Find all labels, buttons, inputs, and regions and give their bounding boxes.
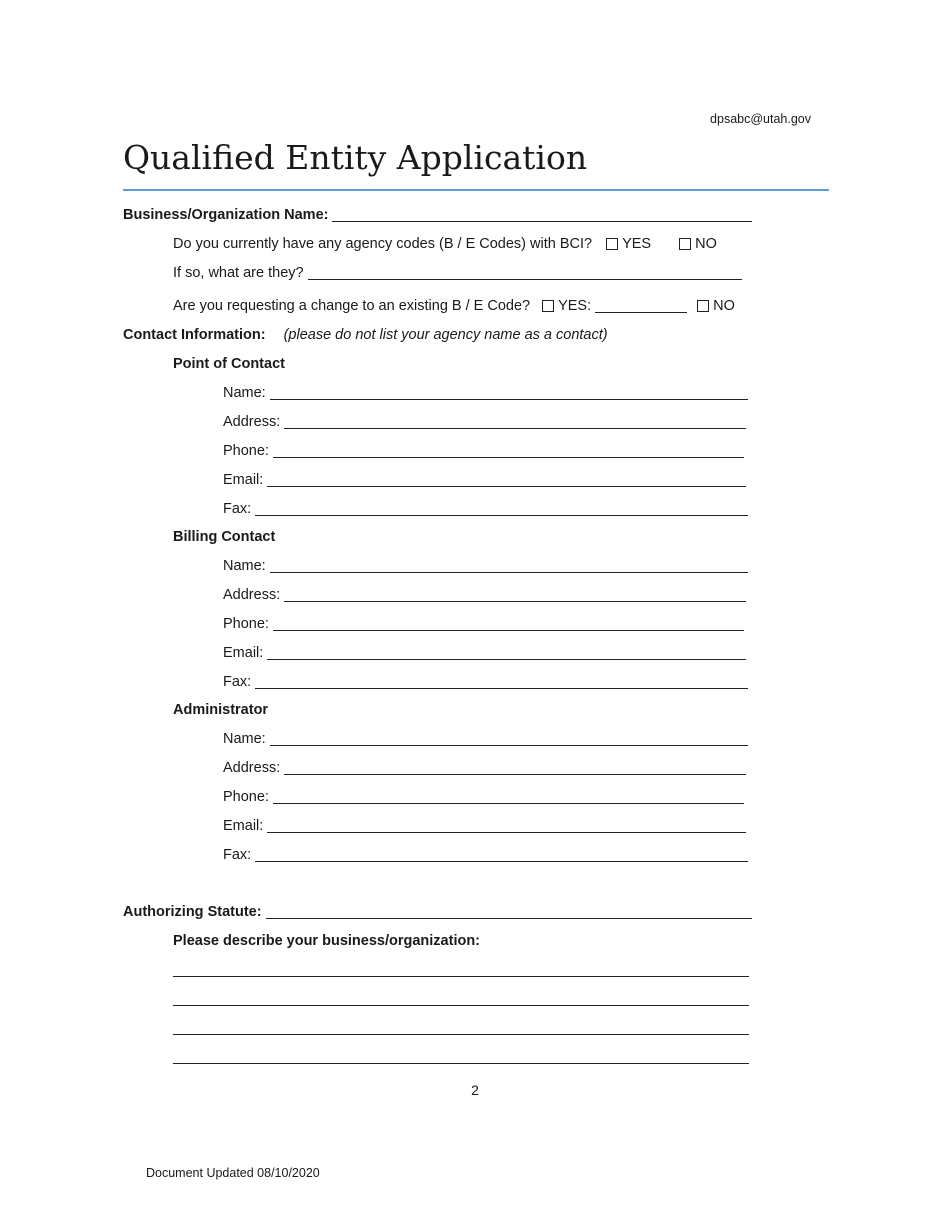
- poc-name-row: [223, 384, 748, 402]
- code-change-question: Are you requesting a change to an existing B / E Code?: [173, 298, 531, 314]
- billing-fax-field[interactable]: [255, 674, 748, 689]
- billing-email-row: [223, 644, 746, 662]
- poc-name-field[interactable]: [270, 385, 748, 400]
- poc-fax-field[interactable]: [255, 501, 748, 516]
- document-updated: Document Updated 08/10/2020: [146, 1166, 320, 1180]
- admin-name-row: [223, 730, 748, 748]
- agency-codes-list-label: If so, what are they?: [173, 265, 304, 281]
- admin-address-label: Address:: [223, 760, 281, 776]
- title-divider: [123, 189, 829, 191]
- admin-fax-row: [223, 846, 748, 864]
- code-change-yes-option[interactable]: [542, 297, 591, 315]
- admin-name-label: Name:: [223, 731, 266, 747]
- agency-codes-no-label: NO: [695, 236, 717, 252]
- billing-address-label: Address:: [223, 587, 281, 603]
- admin-address-row: [223, 759, 746, 777]
- agency-codes-row: [173, 235, 717, 253]
- billing-phone-label: Phone:: [223, 616, 269, 632]
- admin-phone-label: Phone:: [223, 789, 269, 805]
- code-change-yes-field[interactable]: [595, 298, 687, 313]
- billing-address-row: [223, 586, 746, 604]
- business-name-field[interactable]: [332, 207, 752, 222]
- admin-email-label: Email:: [223, 818, 264, 834]
- billing-phone-row: [223, 615, 744, 633]
- poc-address-label: Address:: [223, 414, 281, 430]
- agency-codes-yes-label: YES: [622, 236, 652, 252]
- billing-name-label: Name:: [223, 558, 266, 574]
- admin-phone-row: [223, 788, 744, 806]
- admin-email-field[interactable]: [267, 818, 746, 833]
- contact-info-row: [123, 326, 608, 344]
- poc-phone-field[interactable]: [273, 443, 744, 458]
- agency-codes-no-checkbox[interactable]: [679, 238, 691, 250]
- agency-codes-list-row: [173, 264, 742, 282]
- agency-codes-no-option[interactable]: [679, 235, 717, 253]
- agency-codes-question: Do you currently have any agency codes (B / E Codes) with BCI?: [173, 236, 593, 252]
- header-email[interactable]: dpsabc@utah.gov: [710, 112, 811, 126]
- billing-fax-row: [223, 673, 748, 691]
- agency-codes-yes-checkbox[interactable]: [606, 238, 618, 250]
- admin-address-field[interactable]: [284, 760, 746, 775]
- describe-line[interactable]: [173, 1063, 749, 1064]
- billing-fax-label: Fax:: [223, 674, 252, 690]
- describe-line[interactable]: [173, 976, 749, 977]
- code-change-row: [173, 297, 735, 315]
- admin-phone-field[interactable]: [273, 789, 744, 804]
- poc-phone-row: [223, 442, 744, 460]
- poc-email-row: [223, 471, 746, 489]
- statute-field[interactable]: [266, 904, 752, 919]
- page-title: Qualified Entity Application: [123, 138, 588, 177]
- code-change-no-checkbox[interactable]: [697, 300, 709, 312]
- billing-name-field[interactable]: [270, 558, 748, 573]
- code-change-yes-checkbox[interactable]: [542, 300, 554, 312]
- poc-phone-label: Phone:: [223, 443, 269, 459]
- describe-line[interactable]: [173, 1005, 749, 1006]
- statute-label: Authorizing Statute:: [123, 904, 262, 920]
- admin-fax-field[interactable]: [255, 847, 748, 862]
- billing-email-label: Email:: [223, 645, 264, 661]
- admin-fax-label: Fax:: [223, 847, 252, 863]
- billing-email-field[interactable]: [267, 645, 746, 660]
- code-change-yes-label: YES:: [558, 298, 592, 314]
- code-change-no-option[interactable]: [697, 297, 735, 315]
- billing-name-row: [223, 557, 748, 575]
- poc-address-row: [223, 413, 746, 431]
- admin-email-row: [223, 817, 746, 835]
- billing-phone-field[interactable]: [273, 616, 744, 631]
- statute-row: [123, 903, 752, 921]
- code-change-no-label: NO: [713, 298, 735, 314]
- poc-name-label: Name:: [223, 385, 266, 401]
- contact-info-note: (please do not list your agency name as a contact): [283, 327, 608, 343]
- agency-codes-list-field[interactable]: [308, 265, 742, 280]
- contact-info-label: Contact Information:: [123, 327, 266, 343]
- business-name-row: [123, 206, 752, 224]
- section-heading-billing-contact: Billing Contact: [173, 529, 276, 545]
- describe-line[interactable]: [173, 1034, 749, 1035]
- poc-email-label: Email:: [223, 472, 264, 488]
- page-number: 2: [471, 1082, 479, 1098]
- section-heading-administrator: Administrator: [173, 702, 269, 718]
- business-name-label: Business/Organization Name:: [123, 207, 329, 223]
- poc-fax-row: [223, 500, 748, 518]
- poc-fax-label: Fax:: [223, 501, 252, 517]
- describe-label: Please describe your business/organization:: [173, 933, 481, 949]
- section-heading-point-of-contact: Point of Contact: [173, 356, 285, 372]
- poc-address-field[interactable]: [284, 414, 746, 429]
- billing-address-field[interactable]: [284, 587, 746, 602]
- agency-codes-yes-option[interactable]: [606, 235, 651, 253]
- admin-name-field[interactable]: [270, 731, 748, 746]
- poc-email-field[interactable]: [267, 472, 746, 487]
